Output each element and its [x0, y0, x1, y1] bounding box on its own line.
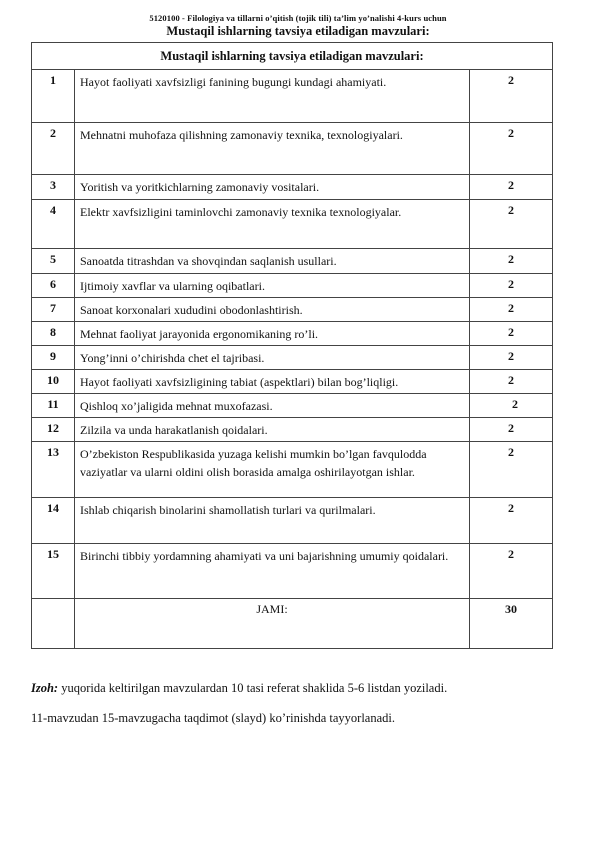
row-number: 8	[32, 322, 75, 346]
row-hours: 2	[470, 322, 553, 346]
table-row	[32, 175, 553, 200]
row-topic: Yoritish va yoritkichlarning zamonaviy vositalari.	[75, 175, 470, 200]
row-hours: 2	[470, 274, 553, 298]
total-label: JAMI:	[75, 599, 470, 649]
row-topic: Hayot faoliyati xavfsizligining tabiat (aspektlari) bilan bog’liqligi.	[75, 370, 470, 394]
table-row	[32, 418, 553, 442]
note-text-2: 11-mavzudan 15-mavzugacha taqdimot (slayd) ko’rinishda tayyorlanadi.	[31, 711, 396, 725]
row-number: 14	[32, 498, 75, 544]
note-line-1	[31, 681, 447, 696]
total-row	[32, 599, 553, 649]
row-number: 5	[32, 249, 75, 274]
total-empty-cell	[32, 599, 75, 649]
table-row	[32, 200, 553, 249]
row-hours: 2	[470, 70, 553, 123]
row-topic: Elektr xavfsizligini taminlovchi zamonaviy texnika texnologiyalar.	[75, 200, 470, 249]
row-hours: 2	[470, 298, 553, 322]
table-row	[32, 70, 553, 123]
topics-table	[31, 42, 553, 649]
table-row	[32, 298, 553, 322]
row-topic: O’zbekiston Respublikasida yuzaga kelishi mumkin bo’lgan favqulodda vaziyatlar va ularni oldini olish borasida amalga oshirilayotgan ishlar.	[75, 442, 470, 498]
note-lead: Izoh:	[31, 681, 59, 695]
row-topic: Sanoatda titrashdan va shovqindan saqlanish usullari.	[75, 249, 470, 274]
program-header: 5120100 - Filologiya va tillarni o’qitish (tojik tili) ta’lim yo’nalishi 4-kurs uchun	[149, 13, 447, 23]
row-topic: Zilzila va unda harakatlanish qoidalari.	[75, 418, 470, 442]
row-hours: 2	[470, 442, 553, 498]
row-number: 6	[32, 274, 75, 298]
table-row	[32, 123, 553, 175]
row-hours: 2	[470, 544, 553, 599]
table-row	[32, 544, 553, 599]
row-number: 10	[32, 370, 75, 394]
table-row	[32, 370, 553, 394]
table-row	[32, 346, 553, 370]
row-number: 11	[32, 394, 75, 418]
row-hours: 2	[470, 394, 553, 418]
row-number: 15	[32, 544, 75, 599]
table-row	[32, 498, 553, 544]
total-hours: 30	[470, 599, 553, 649]
row-number: 2	[32, 123, 75, 175]
row-hours: 2	[470, 200, 553, 249]
row-hours: 2	[470, 370, 553, 394]
row-number: 3	[32, 175, 75, 200]
note-text-1: yuqorida keltirilgan mavzulardan 10 tasi referat shaklida 5-6 listdan yoziladi.	[58, 681, 448, 695]
row-topic: Mehnat faoliyat jarayonida ergonomikaning ro’li.	[75, 322, 470, 346]
row-number: 12	[32, 418, 75, 442]
row-number: 1	[32, 70, 75, 123]
table-row	[32, 274, 553, 298]
row-hours: 2	[470, 123, 553, 175]
row-hours: 2	[470, 418, 553, 442]
row-topic: Ijtimoiy xavflar va ularning oqibatlari.	[75, 274, 470, 298]
row-topic: Mehnatni muhofaza qilishning zamonaviy texnika, texnologiyalari.	[75, 123, 470, 175]
table-row	[32, 322, 553, 346]
row-topic: Yong’inni o’chirishda chet el tajribasi.	[75, 346, 470, 370]
table-row	[32, 249, 553, 274]
row-topic: Birinchi tibbiy yordamning ahamiyati va uni bajarishning umumiy qoidalari.	[75, 544, 470, 599]
row-hours: 2	[470, 175, 553, 200]
note-line-2	[31, 711, 395, 726]
row-number: 9	[32, 346, 75, 370]
row-topic: Qishloq xo’jaligida mehnat muxofazasi.	[75, 394, 470, 418]
table-title-row	[32, 43, 553, 70]
row-topic: Ishlab chiqarish binolarini shamollatish turlari va qurilmalari.	[75, 498, 470, 544]
table-row	[32, 394, 553, 418]
table-row	[32, 442, 553, 498]
row-topic: Sanoat korxonalari xududini obodonlashtirish.	[75, 298, 470, 322]
page-title: Mustaqil ishlarning tavsiya etiladigan mavzulari:	[166, 24, 430, 38]
row-topic: Hayot faoliyati xavfsizligi fanining bugungi kundagi ahamiyati.	[75, 70, 470, 123]
row-hours: 2	[470, 498, 553, 544]
row-hours: 2	[470, 346, 553, 370]
row-number: 7	[32, 298, 75, 322]
row-number: 13	[32, 442, 75, 498]
row-hours: 2	[470, 249, 553, 274]
row-number: 4	[32, 200, 75, 249]
table-title: Mustaqil ishlarning tavsiya etiladigan mavzulari:	[32, 43, 553, 70]
